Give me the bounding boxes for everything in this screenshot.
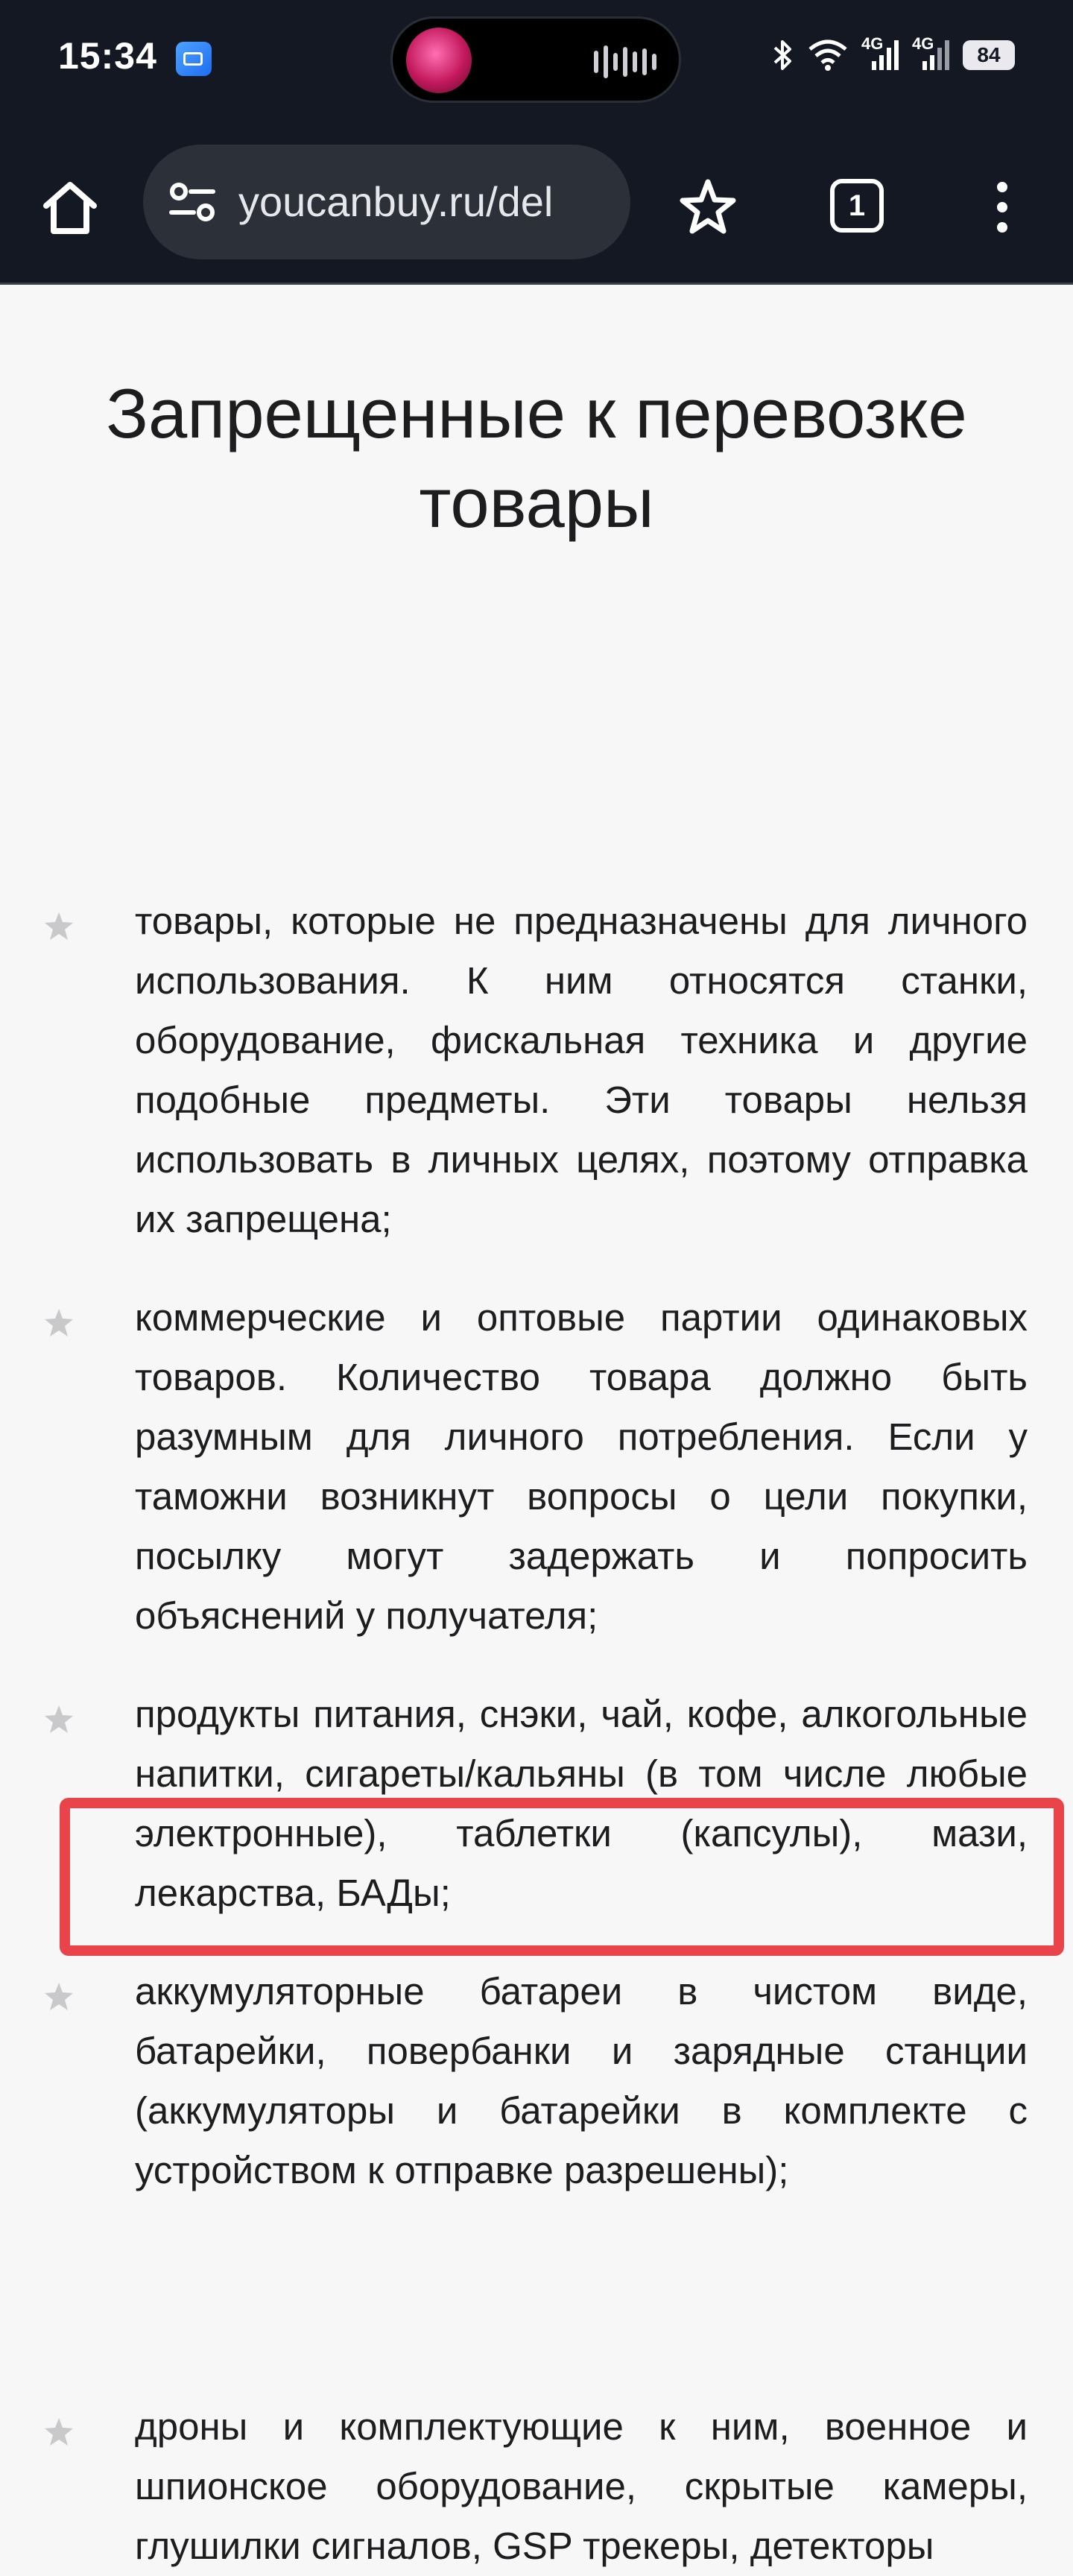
star-bullet-icon: [43, 2416, 75, 2448]
star-bullet-icon: [43, 1307, 75, 1339]
address-bar[interactable]: [143, 145, 630, 259]
status-time: 15:34: [58, 35, 157, 77]
more-menu-icon[interactable]: [984, 176, 1021, 239]
star-bullet-icon: [43, 1981, 75, 2012]
photos-icon: [176, 42, 212, 76]
bottom-area: [0, 2244, 1073, 2361]
signal-1: [861, 34, 899, 72]
star-bullet-icon: [43, 1704, 75, 1735]
dynamic-island[interactable]: [390, 16, 681, 103]
signal-icon: [861, 39, 899, 72]
network-type-1: 4G: [861, 34, 884, 53]
list-item-text: товары, которые не предназначены для личного использования. К ним относятся станки, оборудование, фискальная техника и другие подобные предметы. Эти товары нельзя использовать в личных целях, поэтому отправка их запрещена;: [135, 900, 1028, 1240]
signal-icon-2: [912, 39, 949, 72]
list-item-text: коммерческие и оптовые партии одинаковых товаров. Количество товара должно быть разумным для личного потребления. Если у таможни возникнут вопросы о цели покупки, посылку могут задержать и попросить объяснений у получателя;: [135, 1296, 1028, 1637]
page-title: Запрещенные к перевозке товары: [106, 373, 967, 542]
list-item-text: аккумуляторные батареи в чистом виде, батарейки, повербанки и зарядные станции (аккумуляторы и батарейки в комплекте с устройством к отправке разрешены);: [135, 1970, 1028, 2191]
album-art: [406, 28, 472, 93]
tabs-icon[interactable]: 1: [830, 179, 884, 233]
browser-toolbar: [0, 119, 1073, 285]
system-icons: [772, 34, 1015, 73]
signal-2: [912, 34, 949, 72]
home-icon[interactable]: [39, 176, 101, 239]
wifi-icon: [808, 39, 848, 72]
bluetooth-icon: [772, 37, 794, 73]
page-content: [0, 285, 1073, 2567]
battery-icon: 84: [963, 40, 1015, 70]
bookmark-star-icon[interactable]: [677, 176, 739, 239]
highlight-annotation: [60, 1798, 1064, 1956]
url-text[interactable]: youcanbuy.ru/del: [238, 178, 554, 225]
list-item-text: продукты питания, снэки, чай, кофе, алкогольные напитки, сигареты/кальяны (в том числе любые электронные), таблетки (капсулы), мази, лекарства, БАДы;: [135, 1693, 1028, 1914]
list-item-text: дроны и комплектующие к ним, военное и шпионское оборудование, скрытые камеры, глушилки сигналов, GSP трекеры, детекторы: [135, 2405, 1028, 2567]
tune-icon[interactable]: [168, 180, 216, 224]
status-bar: [0, 0, 1073, 119]
star-bullet-icon: [43, 911, 75, 942]
network-type-2: 4G: [912, 34, 934, 53]
audio-wave-icon: [594, 45, 656, 78]
